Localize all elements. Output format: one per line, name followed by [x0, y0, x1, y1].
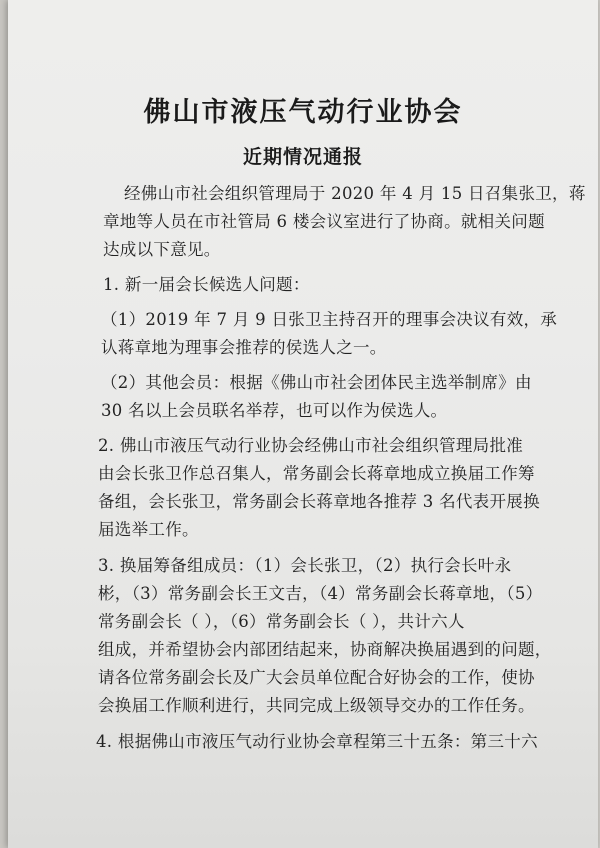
body-line-11: 备组，会长张卫，常务副会长蒋章地各推荐 3 名代表开展换: [98, 492, 540, 511]
body-line-18: 会换届工作顺利进行，共同完成上级领导交办的工作任务。: [98, 696, 535, 715]
body-line-8: 30 名以上会员联名举荐，也可以作为侯选人。: [101, 401, 448, 420]
body-line-6: 认蒋章地为理事会推荐的侯选人之一。: [101, 338, 387, 357]
body-line-19: 4. 根据佛山市液压气动行业协会章程第三十五条：第三十六: [96, 732, 538, 751]
body-line-10: 由会长张卫作总召集人，常务副会长蒋章地成立换届工作筹: [98, 464, 535, 483]
body-line-14: 彬，（3）常务副会长王文吉，（4）常务副会长蒋章地，（5）: [98, 584, 543, 603]
body-line-15: 常务副会长（ ），（6）常务副会长（ ），共计六人: [98, 612, 465, 631]
body-line-7: （2）其他会员：根据《佛山市社会团体民主选举制席》由: [101, 373, 532, 392]
body-line-13: 3. 换届筹备组成员：（1）会长张卫，（2）执行会长叶永: [98, 556, 512, 575]
body-line-5: （1）2019 年 7 月 9 日张卫主持召开的理事会决议有效，承: [101, 310, 558, 329]
document-page: [8, 0, 598, 848]
body-line-9: 2. 佛山市液压气动行业协会经佛山市社会组织管理局批准: [98, 436, 524, 455]
body-line-2: 章地等人员在市社管局 6 楼会议室进行了协商。就相关问题: [103, 212, 545, 231]
body-line-3: 达成以下意见。: [103, 240, 221, 259]
body-line-1: 经佛山市社会组织管理局于 2020 年 4 月 15 日召集张卫，蒋: [124, 184, 586, 203]
body-line-4: 1. 新一届会长候选人问题：: [103, 275, 310, 294]
body-line-16: 组成，并希望协会内部团结起来，协商解决换届遇到的问题，: [98, 640, 552, 659]
document-title: 佛山市液压气动行业协会: [143, 97, 463, 128]
body-line-12: 届选举工作。: [98, 520, 199, 539]
document-subtitle: 近期情况通报: [242, 146, 363, 168]
body-line-17: 请各位常务副会长及广大会员单位配合好协会的工作，使协: [98, 668, 535, 687]
